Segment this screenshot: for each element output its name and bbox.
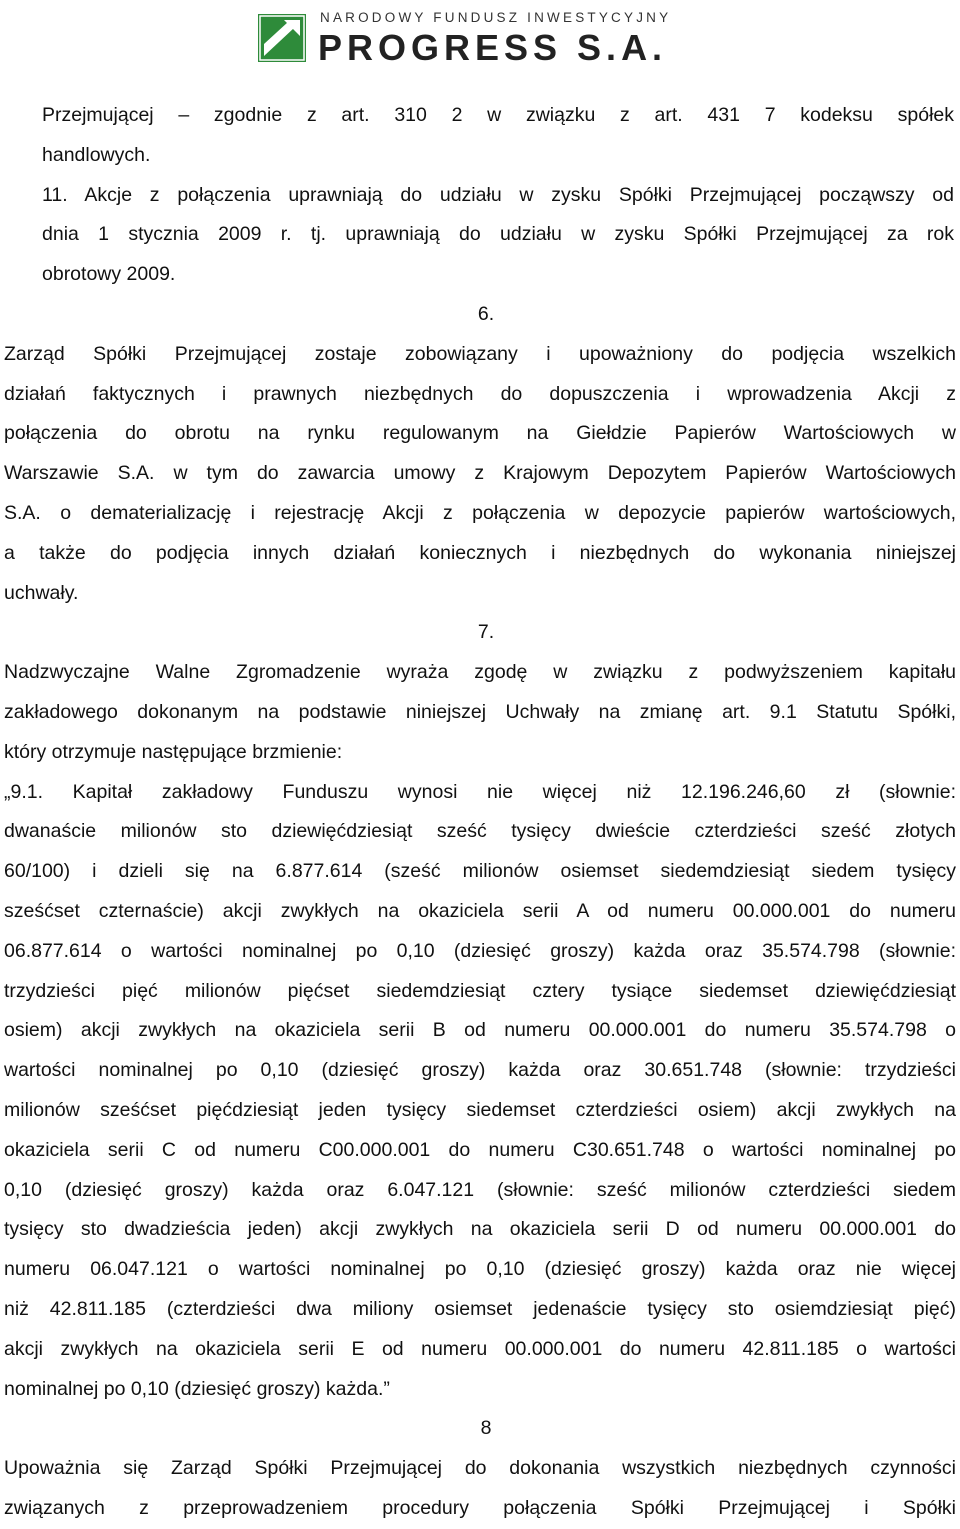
text-line: 06.877.614 o wartości nominalnej po 0,10 (dziesięć groszy) każda oraz 35.574.798 (słownie: bbox=[4, 939, 956, 962]
text-line: dwanaście milionów sto dziewięćdziesiąt sześć tysięcy dwieście czterdzieści sześć złotych bbox=[4, 820, 956, 843]
text-line: Zarząd Spółki Przejmującej zostaje zobowiązany i upoważniony do podjęcia wszelkich bbox=[4, 342, 956, 365]
text-line: nominalnej po 0,10 (dziesięć groszy) każda.” bbox=[4, 1377, 390, 1400]
text-line: trzydzieści pięć milionów pięćset siedemdziesiąt cztery tysiące siedemset dziewięćdziesiąt bbox=[4, 979, 956, 1002]
text-line: okaziciela serii C od numeru C00.000.001 do numeru C30.651.748 o wartości nominalnej po bbox=[4, 1138, 956, 1161]
text-line: osiem) akcji zwykłych na okaziciela serii B od numeru 00.000.001 do numeru 35.574.798 o bbox=[4, 1019, 956, 1042]
section-heading: 6. bbox=[477, 302, 495, 325]
text-line: tysięcy sto dwadzieścia jeden) akcji zwykłych na okaziciela serii D od numeru 00.000.001 do bbox=[4, 1218, 956, 1241]
document-body bbox=[0, 96, 960, 1529]
company-logo bbox=[258, 8, 698, 70]
text-line: uchwały. bbox=[4, 581, 79, 604]
logo-name: PROGRESS S.A. bbox=[318, 27, 668, 68]
text-line: zakładowego dokonanym na podstawie niniejszej Uchwały na zmianę art. 9.1 Statutu Spółki, bbox=[4, 700, 956, 723]
text-line: 0,10 (dziesięć groszy) każda oraz 6.047.121 (słownie: sześć milionów czterdzieści siedem bbox=[4, 1178, 956, 1201]
text-line: Warszawie S.A. w tym do zawarcia umowy z Krajowym Depozytem Papierów Wartościowych bbox=[4, 462, 956, 485]
text-line: połączenia do obrotu na rynku regulowanym na Giełdzie Papierów Wartościowych w bbox=[4, 422, 956, 445]
text-line: sześćset czternaście) akcji zwykłych na okaziciela serii A od numeru 00.000.001 do numeru bbox=[4, 899, 956, 922]
text-line: dnia 1 stycznia 2009 r. tj. uprawniają do udziału w zysku Spółki Przejmującej za rok bbox=[42, 223, 954, 246]
progress-logo-icon bbox=[258, 14, 306, 62]
section-heading: 7. bbox=[477, 621, 495, 644]
text-line: numeru 06.047.121 o wartości nominalnej po 0,10 (dziesięć groszy) każda oraz nie więcej bbox=[4, 1258, 956, 1281]
text-line: wartości nominalnej po 0,10 (dziesięć groszy) każda oraz 30.651.748 (słownie: trzydzieści bbox=[4, 1059, 956, 1082]
logo-subtitle: NARODOWY FUNDUSZ INWESTYCYJNY bbox=[320, 10, 672, 25]
text-line: a także do podjęcia innych działań koniecznych i niezbędnych do wykonania niniejszej bbox=[4, 541, 956, 564]
text-line: obrotowy 2009. bbox=[42, 263, 176, 286]
text-line: związanych z przeprowadzeniem procedury połączenia Spółki Przejmującej i Spółki bbox=[4, 1496, 956, 1519]
text-line: działań faktycznych i prawnych niezbędnych do dopuszczenia i wprowadzenia Akcji z bbox=[4, 382, 956, 405]
text-line: Nadzwyczajne Walne Zgromadzenie wyraża zgodę w związku z podwyższeniem kapitału bbox=[4, 661, 956, 684]
text-line: S.A. o dematerializację i rejestrację Akcji z połączenia w depozycie papierów wartościowych, bbox=[4, 501, 956, 524]
text-line: który otrzymuje następujące brzmienie: bbox=[4, 740, 343, 763]
text-line: 60/100) i dzieli się na 6.877.614 (sześć milionów osiemset siedemdziesiąt siedem tysięcy bbox=[4, 860, 956, 883]
text-line: „9.1. Kapitał zakładowy Funduszu wynosi nie więcej niż 12.196.246,60 zł (słownie: bbox=[4, 780, 956, 803]
text-line: milionów sześćset pięćdziesiąt jeden tysięcy siedemset czterdzieści osiem) akcji zwykłych na bbox=[4, 1098, 956, 1121]
text-line: handlowych. bbox=[42, 143, 151, 166]
text-line: akcji zwykłych na okaziciela serii E od numeru 00.000.001 do numeru 42.811.185 o wartości bbox=[4, 1337, 956, 1360]
text-line: 11. Akcje z połączenia uprawniają do udziału w zysku Spółki Przejmującej począwszy od bbox=[42, 183, 954, 206]
text-line: Przejmującej – zgodnie z art. 310 2 w związku z art. 431 7 kodeksu spółek bbox=[42, 104, 954, 126]
section-heading: 8 bbox=[480, 1417, 492, 1440]
text-line: Upoważnia się Zarząd Spółki Przejmującej do dokonania wszystkich niezbędnych czynności bbox=[4, 1457, 956, 1480]
text-line: niż 42.811.185 (czterdzieści dwa miliony osiemset jedenaście tysięcy sto osiemdziesiąt pięć) bbox=[4, 1297, 956, 1320]
